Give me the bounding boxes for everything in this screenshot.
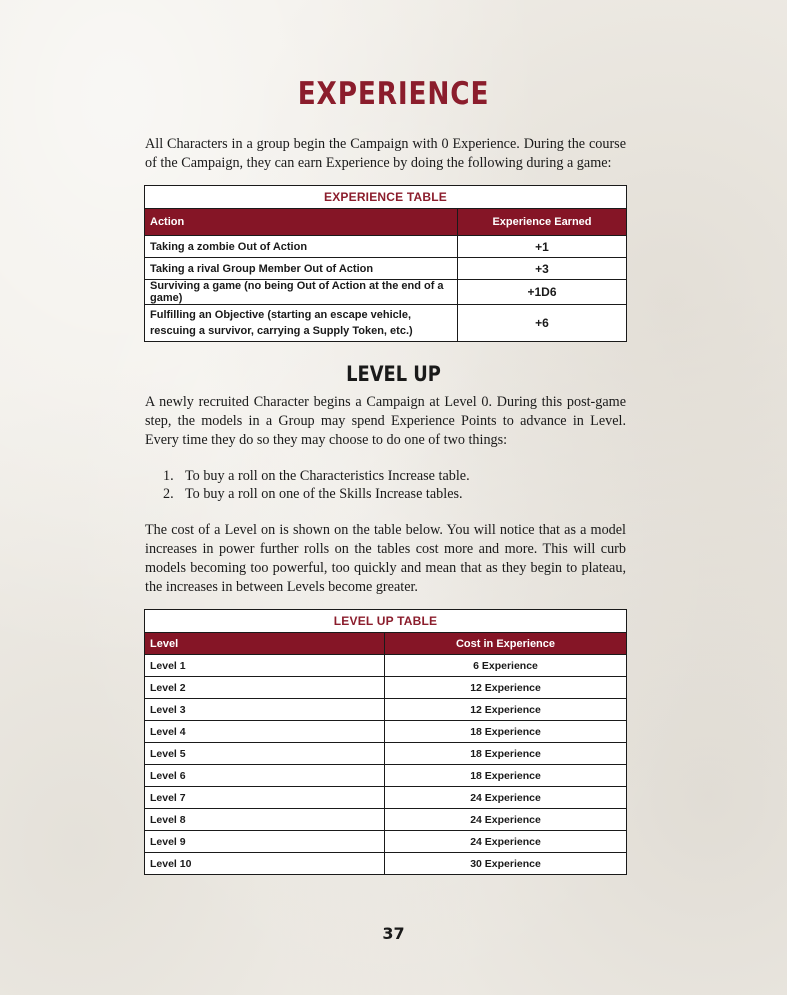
table-row	[145, 721, 627, 743]
column-header-level: Level	[145, 633, 385, 655]
level-up-options-list	[163, 467, 623, 503]
level-cell: Level 10	[145, 853, 385, 875]
cost-cell: 18 Experience	[385, 743, 627, 765]
cost-cell: 6 Experience	[385, 655, 627, 677]
cost-cell: 18 Experience	[385, 721, 627, 743]
table-row	[145, 677, 627, 699]
section-title-level-up: LEVEL UP	[346, 362, 441, 386]
experience-table-caption: EXPERIENCE TABLE	[145, 186, 627, 209]
page-title: EXPERIENCE	[297, 76, 490, 112]
table-row	[145, 853, 627, 875]
level-cell: Level 1	[145, 655, 385, 677]
level-cell: Level 9	[145, 831, 385, 853]
level-cell: Level 5	[145, 743, 385, 765]
column-header-action: Action	[145, 209, 458, 236]
table-row	[145, 699, 627, 721]
cost-cell: 12 Experience	[385, 677, 627, 699]
level-cell: Level 3	[145, 699, 385, 721]
table-row	[145, 787, 627, 809]
list-item-number: 2.	[163, 486, 174, 502]
intro-paragraph: All Characters in a group begin the Campaign with 0 Experience. During the course of the Campaign, they can earn Experience by doing the following during a game:	[145, 136, 626, 171]
experience-value-cell: +1D6	[458, 280, 627, 305]
cost-cell: 24 Experience	[385, 831, 627, 853]
level-cell: Level 2	[145, 677, 385, 699]
level-cell: Level 7	[145, 787, 385, 809]
list-item	[163, 485, 623, 503]
table-row	[145, 809, 627, 831]
page-number: 37	[382, 924, 405, 943]
table-row	[145, 655, 627, 677]
table-row	[145, 280, 627, 305]
action-cell: Fulfilling an Objective (starting an escape vehicle, rescuing a survivor, carrying a Supply Token, etc.)	[145, 305, 458, 342]
level-cost-paragraph: The cost of a Level on is shown on the table below. You will notice that as a model increases in power further rolls on the tables cost more and more. This will curb models becoming too powerful, too quickly and mean that as they begin to plateau, the increases in between Levels become greater.	[145, 522, 626, 595]
experience-value-cell: +6	[458, 305, 627, 342]
table-row	[145, 305, 627, 342]
list-item	[163, 467, 623, 485]
experience-value-cell: +1	[458, 236, 627, 258]
experience-value-cell: +3	[458, 258, 627, 280]
level-cell: Level 8	[145, 809, 385, 831]
action-cell: Surviving a game (no being Out of Action at the end of a game)	[145, 280, 458, 305]
table-row	[145, 831, 627, 853]
cost-cell: 12 Experience	[385, 699, 627, 721]
table-row	[145, 258, 627, 280]
level-cell: Level 4	[145, 721, 385, 743]
level-up-table	[144, 609, 627, 875]
list-item-text: To buy a roll on the Characteristics Increase table.	[185, 468, 470, 484]
cost-cell: 24 Experience	[385, 809, 627, 831]
action-cell: Taking a rival Group Member Out of Action	[145, 258, 458, 280]
action-cell: Taking a zombie Out of Action	[145, 236, 458, 258]
table-row	[145, 743, 627, 765]
experience-table	[144, 185, 627, 342]
cost-cell: 18 Experience	[385, 765, 627, 787]
table-row	[145, 236, 627, 258]
list-item-text: To buy a roll on one of the Skills Increase tables.	[185, 486, 463, 502]
table-row	[145, 765, 627, 787]
list-item-number: 1.	[163, 468, 174, 484]
cost-cell: 24 Experience	[385, 787, 627, 809]
column-header-experience-earned: Experience Earned	[458, 209, 627, 236]
cost-cell: 30 Experience	[385, 853, 627, 875]
level-up-paragraph: A newly recruited Character begins a Campaign at Level 0. During this post-game step, the models in a Group may spend Experience Points to advance in Level. Every time they do so they may choose to do one of two things:	[145, 394, 626, 448]
level-up-table-caption: LEVEL UP TABLE	[145, 610, 627, 633]
level-cell: Level 6	[145, 765, 385, 787]
column-header-cost: Cost in Experience	[385, 633, 627, 655]
